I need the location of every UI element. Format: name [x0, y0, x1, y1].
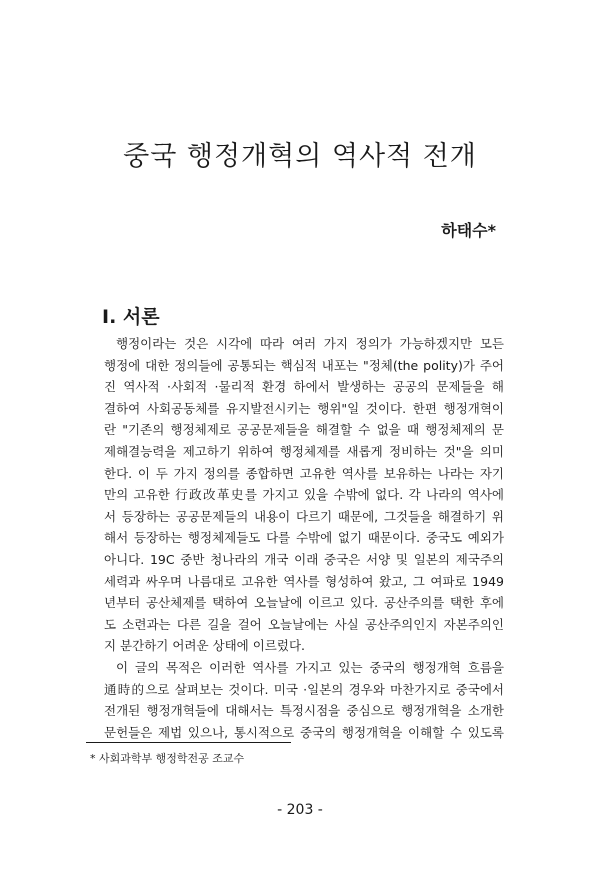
paragraph-1: [104, 333, 504, 657]
text-line: 년부터 공산체제를 택하여 오늘날에 이르고 있다. 공산주의를 택한 후에: [104, 595, 504, 611]
text-line: 해서 등장하는 행정체제들도 다를 수밖에 없기 때문이다. 중국도 예외가: [104, 530, 504, 546]
text-line: 만의 고유한 行政改革史를 가지고 있을 수밖에 없다. 각 나라의 역사에: [104, 487, 504, 503]
text-line: 제해결능력을 제고하기 위하여 행정체제를 새롭게 정비하는 것"을 의미: [104, 443, 504, 459]
body-text: [104, 333, 504, 743]
text-line: 도 소련과는 다른 길을 걸어 오늘날에는 사실 공산주의인지 자본주의인: [104, 616, 504, 632]
text-line: 결하여 사회공동체를 유지발전시키는 행위"일 것이다. 한편 행정개혁이: [104, 400, 504, 416]
footnote: * 사회과학부 행정학전공 조교수: [90, 752, 245, 765]
text-line: 한다. 이 두 가지 정의를 종합하면 고유한 역사를 보유하는 나라는 자기: [104, 465, 504, 481]
text-line: 란 "기존의 행정체제로 공공문제들을 해결할 수 없을 때 행정체제의 문: [104, 422, 504, 438]
text-line: 진 역사적 ·사회적 ·물리적 환경 하에서 발생하는 공공의 문제들을 해: [104, 379, 504, 395]
text-line: 서 등장하는 공공문제들의 내용이 다르기 때문에, 그것들을 해결하기 위: [104, 508, 504, 524]
text-line: 通時的으로 살펴보는 것이다. 미국 ·일본의 경우와 마찬가지로 중국에서: [104, 681, 504, 697]
author-name: 하태수*: [441, 221, 496, 240]
paper-title: 중국 행정개혁의 역사적 전개: [123, 141, 477, 173]
text-line: 행정에 대한 정의들에 공통되는 핵심적 내포는 "정체(the polity)가 주어: [104, 357, 504, 373]
text-line: 문헌들은 제법 있으나, 통시적으로 중국의 행정개혁을 이해할 수 있도록: [104, 724, 504, 740]
section-heading: Ⅰ. 서론: [102, 305, 160, 328]
text-line: 세력과 싸우며 나름대로 고유한 역사를 형성하여 왔고, 그 여파로 1949: [104, 573, 504, 589]
text-line: 지 분간하기 어려운 상태에 이르렀다.: [104, 638, 305, 654]
page-number: - 203 -: [277, 802, 323, 818]
text-line: 전개된 행정개혁들에 대해서는 특정시점을 중심으로 행정개혁을 소개한: [104, 703, 504, 719]
footnote-divider: [86, 742, 291, 743]
paragraph-2: [104, 657, 504, 743]
text-line: 아니다. 19C 중반 청나라의 개국 이래 중국은 서양 및 일본의 제국주의: [104, 551, 504, 567]
text-line: 이 글의 목적은 이러한 역사를 가지고 있는 중국의 행정개혁 흐름을: [116, 659, 504, 675]
text-line: 행정이라는 것은 시각에 따라 여러 가지 정의가 가능하겠지만 모든: [116, 336, 504, 351]
